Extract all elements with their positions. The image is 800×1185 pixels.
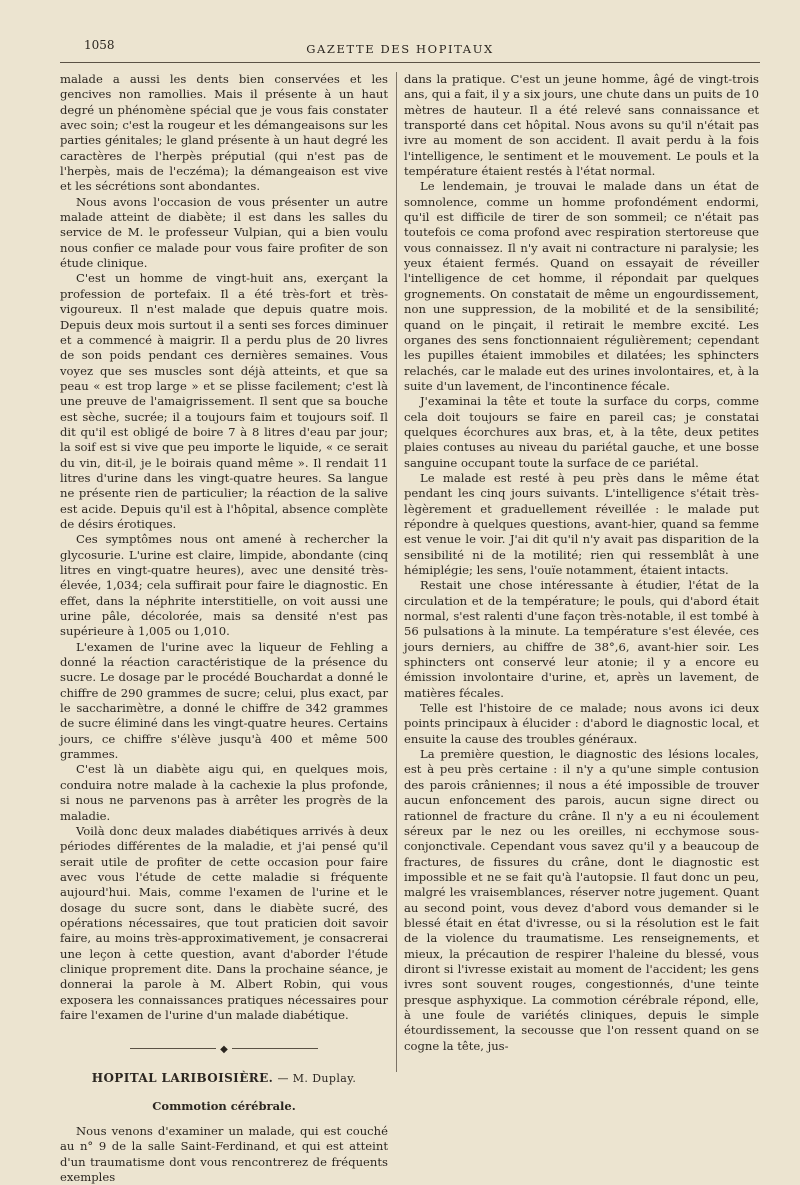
paragraph: Nous venons d'examiner un malade, qui est couché au n° 9 de la salle Saint-Ferdinand, et qui est atteint d'un traumatisme dont vous rencontrerez de fréquents exemples: [60, 1124, 388, 1185]
header-rule: [60, 62, 760, 63]
paragraph: Voilà donc deux malades diabétiques arrivés à deux périodes différentes de la maladie, et j'ai pensé qu'il serait utile de profiter de cette occasion pour faire avec vous l'étude de cette maladie si fréquente aujourd'hui. Mais, comme l'examen de l'urine et le dosage du sucre sont, dans le diabète sucré, des opérations nécessaires, que tout praticien doit savoir faire, au moins très-approximativement, je consacrerai une leçon à cette question, avant d'aborder l'étude clinique proprement dite. Dans la prochaine séance, je donnerai la parole à M. Albert Robin, qui vous exposera les connaissances pratiques nécessaires pour faire l'examen de l'urine d'un malade diabétique.: [60, 823, 388, 1022]
paragraph: Nous avons l'occasion de vous présenter un autre malade atteint de diabète; il est dans les salles du service de M. le professeur Vulpian, qui a bien voulu nous confier ce malade pour vous faire profiter de son étude clinique.: [60, 194, 388, 271]
left-column: [60, 72, 388, 1185]
right-column: [404, 72, 759, 1054]
doctor-name: — M. Duplay.: [277, 1072, 357, 1086]
paragraph: Telle est l'histoire de ce malade; nous avons ici deux points principaux à élucider : d'abord le diagnostic local, et ensuite la cause des troubles généraux.: [404, 701, 759, 746]
hospital-name: HOPITAL LARIBOISIÈRE.: [91, 1071, 274, 1086]
page-number: 1058: [84, 38, 115, 52]
journal-title: GAZETTE DES HOPITAUX: [306, 42, 494, 56]
paragraph: La première question, le diagnostic des lésions locales, est à peu près certaine : il n'y a qu'une simple contusion des parois crâniennes; il nous a été impossible de trouver aucun enfoncement des parois, aucun signe direct ou rationnel de fracture du crâne. Il n'y a eu ni écoulement séreux par le nez ou les oreilles, ni ecchymose sous-conjonctivale. Cependant vous savez qu'il y a beaucoup de fractures, de fissures du crâne, dont le diagnostic est impossible et ne se fait qu'à l'autopsie. Il faut donc un peu, malgré les vraisemblances, réserver notre jugement. Quant au second point, vous devez d'abord vous demander si le blessé était en état d'ivresse, ou si la résolution est le fait de la violence du traumatisme. Les renseignements, et mieux, la précaution de respirer l'haleine du blessé, vous diront si l'ivresse existait au moment de l'accident; les gens ivres sont souvent rouges, congestionnés, d'une teinte presque asphyxique. La commotion cérébrale répond, elle, à une foule de variétés cliniques, depuis le simple étourdissement, la secousse que l'on ressent quand on se cogne la tête, jus-: [404, 747, 759, 1053]
paragraph: Ces symptômes nous ont amené à rechercher la glycosurie. L'urine est claire, limpide, abondante (cinq litres en vingt-quatre heures), avec une densité très-élevée, 1,034; cela suffirait pour faire le diagnostic. En effet, dans la néphrite interstitielle, on voit aussi une urine pâle, décolorée, mais sa densité n'est pas supérieure à 1,005 ou 1,010.: [60, 532, 388, 639]
paragraph: L'examen de l'urine avec la liqueur de Fehling a donné la réaction caractéristique de la présence du sucre. Le dosage par le procédé Bouchardat a donné le chiffre de 290 grammes de sucre; celui, plus exact, par le saccharimètre, a donné le chiffre de 342 grammes de sucre éliminé dans les vingt-quatre heures. Certains jours, ce chiffre s'élève jusqu'à 400 et même 500 grammes.: [60, 639, 388, 762]
paragraph: J'examinai la tête et toute la surface du corps, comme cela doit toujours se faire en pareil cas; je constatai quelques écorchures aux bras, et, à la tête, deux petites plaies contuses au niveau du pariétal gauche, et une bosse sanguine occupant toute la surface de ce pariétal.: [404, 394, 759, 470]
paragraph: malade a aussi les dents bien conservées et les gencives non ramollies. Mais il présente à un haut degré un phénomène spécial que je vous fais constater avec soin; c'est la rougeur et les démangeaisons sur les parties génitales; le gland présente à un haut degré les caractères de l'herpès préputial (qui n'est pas de l'herpès, mais de l'eczéma); la démangeaison est vive et les sécrétions sont abondantes.: [60, 72, 388, 194]
paragraph: dans la pratique. C'est un jeune homme, âgé de vingt-trois ans, qui a fait, il y a six jours, une chute dans un puits de 10 mètres de hauteur. Il a été relevé sans connaissance et transporté dans cet hôpital. Nous avons su qu'il n'était pas ivre au moment de son accident. Il avait perdu à la fois l'intelligence, le sentiment et le mouvement. Le pouls et la température étaient restés à l'état normal.: [404, 72, 759, 179]
section-ornament: [60, 1043, 388, 1056]
paragraph: Restait une chose intéressante à étudier, l'état de la circulation et de la température; le pouls, qui d'abord était normal, s'est ralenti d'une façon très-notable, il est tombé à 56 pulsations à la minute. La température s'est élevée, ces jours derniers, au chiffre de 38°,6, avant-hier soir. Les sphincters ont conservé leur atonie; il y a encore eu émission involontaire d'urine, et, après un lavement, de matières fécales.: [404, 578, 759, 700]
article-subheading: Commotion cérébrale.: [152, 1098, 296, 1113]
paragraph: Le malade est resté à peu près dans le même état pendant les cinq jours suivants. L'intelligence s'était très-lègèrement et graduellement réveillée : le malade put répondre à quelques questions, avant-hier, quand sa femme est venue le voir. J'ai dit qu'il n'y avait pas disparition de la sensibilité ni de la motilité; rien qui ressemblât à une hémiplégie; les sens, l'ouïe notamment, étaient intacts.: [404, 470, 759, 577]
section-heading: [60, 1071, 388, 1086]
paragraph: C'est un homme de vingt-huit ans, exerçant la profession de portefaix. Il a été très-fort et très-vigoureux. Il n'est malade que depuis quatre mois. Depuis deux mois surtout il a senti ses forces diminuer et a commencé à maigrir. Il a perdu plus de 20 livres de son poids pendant ces dernières semaines. Vous voyez que ses muscles sont déjà atteints, et que sa peau « est trop large » et se plisse facilement; c'est là une preuve de l'amaigrissement. Il sent que sa bouche est sèche, sucrée; il a toujours faim et toujours soif. Il dit qu'il est obligé de boire 7 à 8 litres d'eau par jour; la soif est si vive que peu importe le liquide, « ce serait du vin, dit-il, je le boirais quand même ». Il rendait 11 litres d'urine dans les vingt-quatre heures. Sa langue ne présente rien de particulier; la réaction de la salive est acide. Depuis qu'il est à l'hôpital, absence complète de désirs érotiques.: [60, 271, 388, 531]
column-divider: [396, 72, 397, 1072]
page-header: [0, 28, 800, 62]
paragraph: Le lendemain, je trouvai le malade dans un état de somnolence, comme un homme profondément endormi, qu'il est difficile de tirer de son sommeil; ce n'était pas toutefois ce coma profond avec respiration stertoreuse que vous connaissez. Il n'y avait ni contracture ni paralysie; les yeux étaient fermés. Quand on essayait de réveiller l'intelligence de cet homme, il répondait par quelques grognements. On constatait de même un engourdissement, non une suppression, de la mobilité et de la sensibilité; quand on le pinçait, il retirait le membre excité. Les organes des sens fonctionnaient régulièrement; cependant les pupilles étaient immobiles et dilatées; les sphincters relachés, car le malade eut des urines involontaires, et, à la suite d'un lavement, de l'incontinence fécale.: [404, 179, 759, 393]
paragraph: C'est là un diabète aigu qui, en quelques mois, conduira notre malade à la cachexie la plus profonde, si nous ne parvenons pas à arrêter les progrès de la maladie.: [60, 762, 388, 823]
ornament-diamond-icon: ◆: [216, 1044, 232, 1055]
